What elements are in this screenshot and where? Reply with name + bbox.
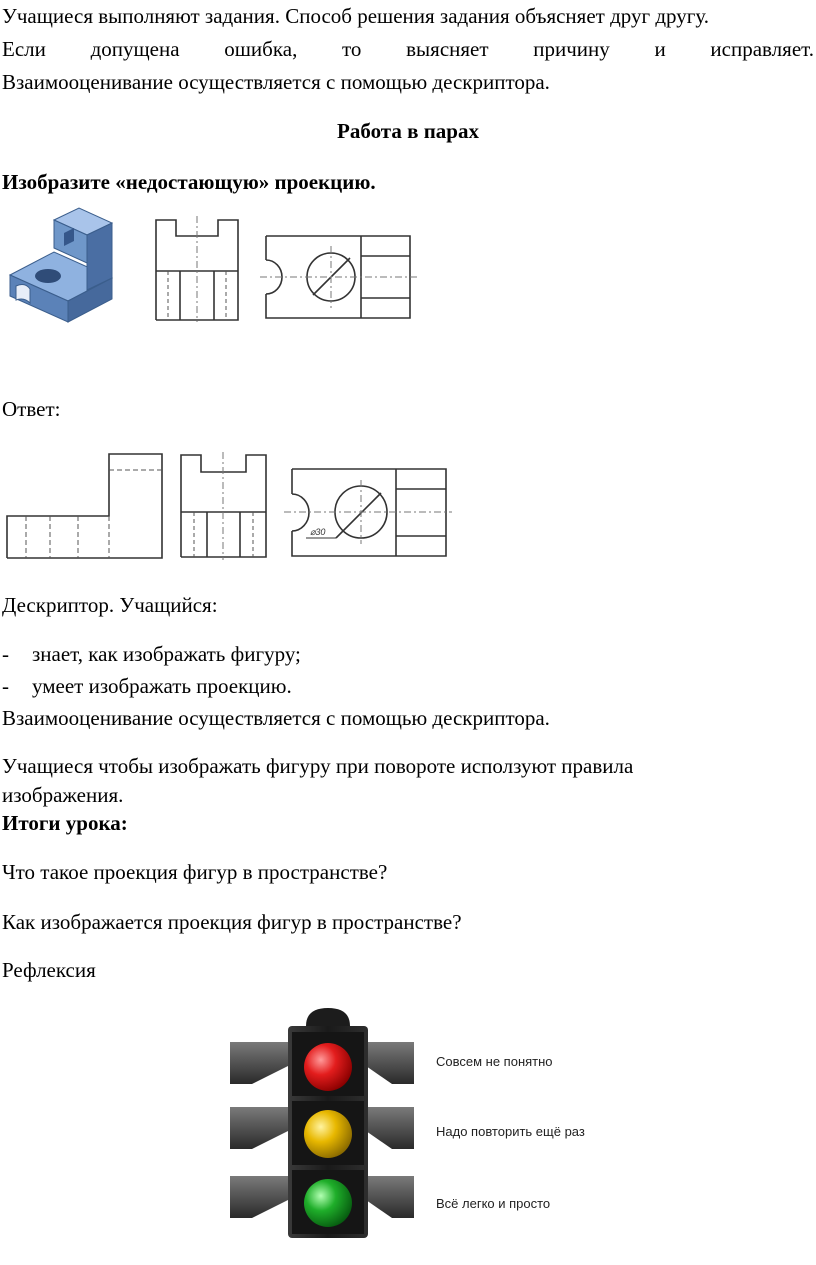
intro-word: причину [533, 37, 610, 61]
descriptor-title: Дескриптор. Учащийся: [2, 593, 218, 617]
intro-word: то [342, 37, 362, 61]
traffic-label-yellow: Надо повторить ещё раз [436, 1124, 585, 1139]
task-front-view [150, 216, 245, 322]
intro-word: исправляет. [710, 37, 814, 61]
reflection-label: Рефлексия [2, 958, 96, 982]
traffic-light-labels [436, 1050, 636, 1220]
summary-heading: Итоги урока: [2, 811, 128, 835]
task-heading: Изобразите «недостающую» проекцию. [2, 170, 376, 194]
descriptor-note: Взаимооценивание осуществляется с помощью дескриптора. [2, 706, 550, 730]
answer-top-view [284, 466, 452, 560]
rule-text-line-1: Учащиеся чтобы изображать фигуру при повороте исползуют правила [2, 754, 634, 778]
intro-word: выясняет [406, 37, 489, 61]
answer-front-view [176, 452, 271, 560]
list-bullet: - [2, 674, 9, 698]
isometric-part-image [8, 203, 118, 323]
red-light [304, 1043, 352, 1091]
answer-side-view [4, 452, 164, 560]
question-2: Как изображается проекция фигур в пространстве? [2, 910, 462, 934]
intro-word: допущена [90, 37, 180, 61]
pair-heading: Работа в парах [337, 119, 479, 143]
descriptor-item-text: умеет изображать проекцию. [32, 674, 292, 698]
rule-text-line-2: изображения. [2, 783, 124, 807]
intro-line-1: Учащиеся выполняют задания. Способ решения задания объясняет друг другу. [2, 4, 710, 28]
diameter-dimension-label: ⌀30 [310, 527, 326, 537]
descriptor-item [2, 674, 292, 698]
green-light [304, 1179, 352, 1227]
intro-word: ошибка, [224, 37, 298, 61]
question-1: Что такое проекция фигур в пространстве? [2, 860, 388, 884]
descriptor-item-text: знает, как изображать фигуру; [32, 642, 301, 666]
yellow-light [304, 1110, 352, 1158]
answer-label: Ответ: [2, 397, 61, 421]
traffic-label-red: Совсем не понятно [436, 1054, 553, 1069]
task-top-view [260, 232, 418, 324]
list-bullet: - [2, 642, 9, 666]
intro-word: Если [2, 37, 46, 61]
traffic-label-green: Всё легко и просто [436, 1196, 551, 1211]
intro-line-2 [2, 37, 814, 61]
traffic-light-image [218, 1004, 428, 1240]
intro-line-3: Взаимооценивание осуществляется с помощью дескриптора. [2, 70, 550, 94]
descriptor-item [2, 642, 301, 666]
intro-word: и [654, 37, 666, 61]
